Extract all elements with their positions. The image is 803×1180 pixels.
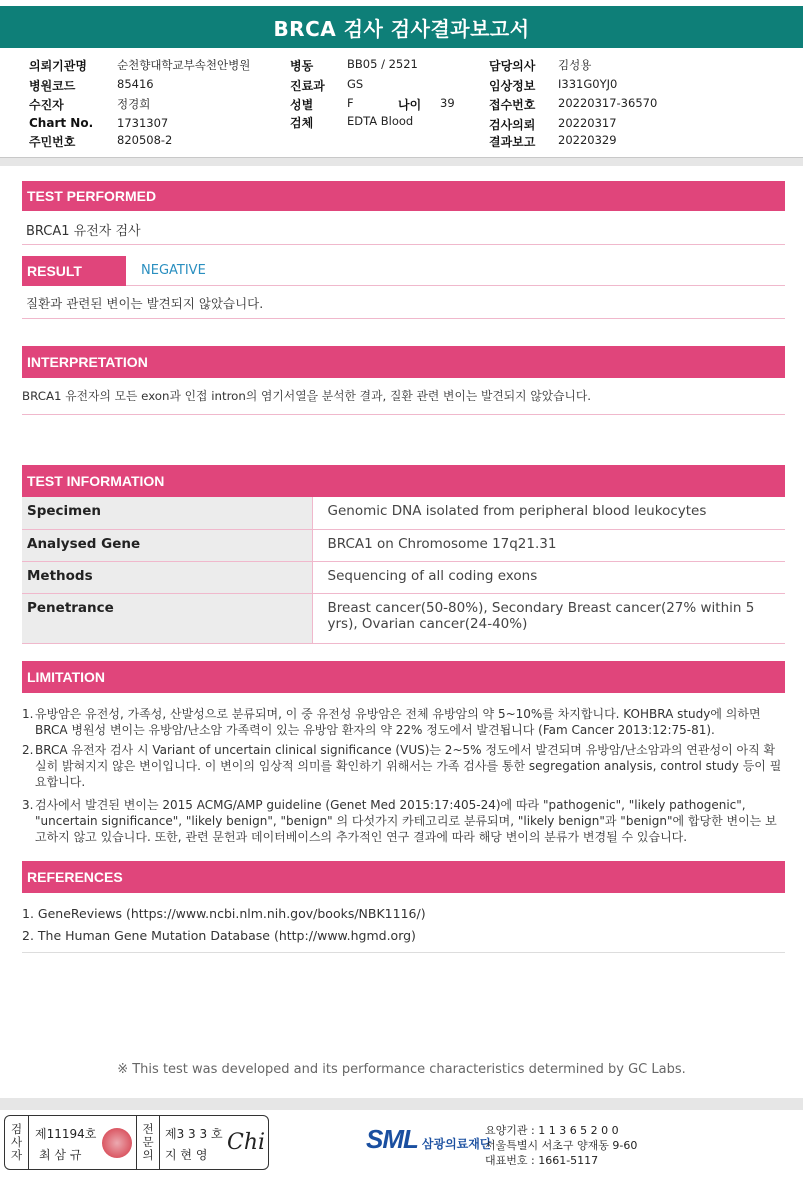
reference-item: 2. The Human Gene Mutation Database (http://www.hgmd.org) [22,928,416,943]
info-value: 1731307 [117,116,169,130]
item-text: 유방암은 유전성, 가족성, 산발성으로 분류되며, 이 중 유전성 유방암은 전체 유방암의 약 5~10%를 차지합니다. KOHBRA study에 의하면 BRCA 병원성 변이는 유방암/난소암 가족력이 있는 유방암 환자의 약 22% 정도에서 발견됩니다 (Fam Cancer 2013:12:75-81). [35,707,761,737]
table-key: Methods [22,561,312,593]
item-text: BRCA 유전자 검사 시 Variant of uncertain clinical significance (VUS)는 2~5% 정도에서 발견되며 유방암/난소암과의 연관성이 아직 확실히 밝혀지지 않은 변이입니다. 이 변이의 임상적 의미를 확인하기 위해서는 가족 검사를 통한 segregation analysis, control study 등이 필요합니다. [35,743,782,789]
item-text: 검사에서 발견된 변이는 2015 ACMG/AMP guideline (Genet Med 2015:17:405-24)에 따라 "pathogenic", "likely pathogenic", "uncertain significance", "likely benign", "benign" 의 다섯가지 카테고리로 분류되며, "likely benign"과 "benign"에 합당한 변이는 보고하지 않고 있습니다. 또한, 관련 문헌과 데이터베이스의 추가적인 연구 결과에 따라 해당 변이의 분류가 변경될 수 있습니다. [35,798,777,844]
table-row [22,497,785,529]
test-information-table [22,497,785,644]
info-value: 85416 [117,77,154,91]
info-value: 정경희 [117,97,151,111]
table-row [22,529,785,561]
item-number: 3. [22,798,34,812]
info-label: 병동 [290,59,314,73]
info-label: 주민번호 [29,135,76,149]
info-label: 나이 [398,98,422,112]
info-value: 김성용 [558,58,592,72]
info-value: EDTA Blood [347,114,414,128]
result-value: NEGATIVE [141,263,206,278]
reference-item: 1. GeneReviews (https://www.ncbi.nlm.nih.gov/books/NBK1116/) [22,906,426,921]
info-value: GS [347,77,364,91]
info-label: 검사의뢰 [489,118,536,132]
item-number: 1. [22,707,34,721]
patient-info [0,54,803,154]
test-performed-heading: TEST PERFORMED [22,181,785,211]
report-title: BRCA 검사 검사결과보고서 [0,6,803,48]
address-line: 대표번호 : 1661-5117 [485,1154,599,1167]
examiner-label: 검 사 자 [5,1116,29,1169]
org-name: 삼광의료재단 [421,1137,492,1151]
divider [22,244,785,245]
signature-box [4,1115,269,1170]
divider [22,414,785,415]
disclaimer-text: ※ This test was developed and its performance characteristics determined by GC Labs. [117,1062,686,1077]
interpretation-heading: INTERPRETATION [22,346,785,378]
table-row [22,593,785,643]
limitation-item [22,742,782,790]
info-value: 20220317 [558,116,617,130]
interpretation-text: BRCA1 유전자의 모든 exon과 인접 intron의 염기서열을 분석한 결과, 질환 관련 변이는 발견되지 않았습니다. [22,389,592,403]
test-performed-text: BRCA1 유전자 검사 [26,224,141,239]
info-label: 결과보고 [489,135,536,149]
divider-band [0,157,803,166]
result-label: RESULT [22,256,126,286]
examiner-name: 최 삼 규 [39,1148,82,1162]
info-value: 20220317-36570 [558,96,658,110]
info-value: I331G0YJ0 [558,77,618,91]
table-key: Specimen [22,497,312,529]
info-value: 820508-2 [117,133,173,147]
specialist-label: 전 문 의 [136,1116,160,1169]
info-value: 20220329 [558,133,617,147]
result-row [22,256,785,286]
result-text: 질환과 관련된 변이는 발견되지 않았습니다. [26,296,264,311]
divider [22,952,785,953]
sml-logo [366,1124,491,1155]
address-line: 서울특별시 서초구 양재동 9-60 [485,1139,638,1152]
divider [22,318,785,319]
limitation-item [22,706,782,738]
table-value: Breast cancer(50-80%), Secondary Breast cancer(27% within 5 yrs), Ovarian cancer(24-40%) [312,593,785,643]
info-label: 의뢰기관명 [29,59,87,73]
test-information-heading: TEST INFORMATION [22,465,785,497]
info-label: Chart No. [29,116,94,130]
item-number: 2. [22,743,34,757]
signature-image: Chi [227,1130,266,1155]
specialist-name: 지 현 영 [165,1148,208,1162]
table-row [22,561,785,593]
seal-stamp-icon [102,1128,132,1158]
limitation-heading: LIMITATION [22,661,785,693]
table-value: Genomic DNA isolated from peripheral blood leukocytes [312,497,785,529]
info-value: F [347,96,354,110]
info-value: 39 [440,96,455,110]
info-label: 진료과 [290,79,325,93]
info-label: 검체 [290,116,314,130]
sml-logo-mark: SML [366,1124,418,1154]
table-key: Analysed Gene [22,529,312,561]
specialist-license: 제3 3 3 호 [165,1127,223,1141]
examiner-license: 제11194호 [35,1127,97,1141]
address-line: 요양기관 : 1 1 3 6 5 2 0 0 [485,1124,619,1137]
info-label: 접수번호 [489,98,536,112]
info-label: 수진자 [29,98,64,112]
info-label: 병원코드 [29,79,76,93]
info-label: 성별 [290,98,314,112]
footer-band [0,1098,803,1110]
info-label: 임상정보 [489,79,536,93]
info-value: 순천향대학교부속천안병원 [117,58,251,72]
limitation-item [22,797,782,845]
table-key: Penetrance [22,593,312,643]
table-value: BRCA1 on Chromosome 17q21.31 [312,529,785,561]
info-value: BB05 / 2521 [347,57,418,71]
references-heading: REFERENCES [22,861,785,893]
table-value: Sequencing of all coding exons [312,561,785,593]
org-address [485,1123,637,1168]
info-label: 담당의사 [489,59,536,73]
